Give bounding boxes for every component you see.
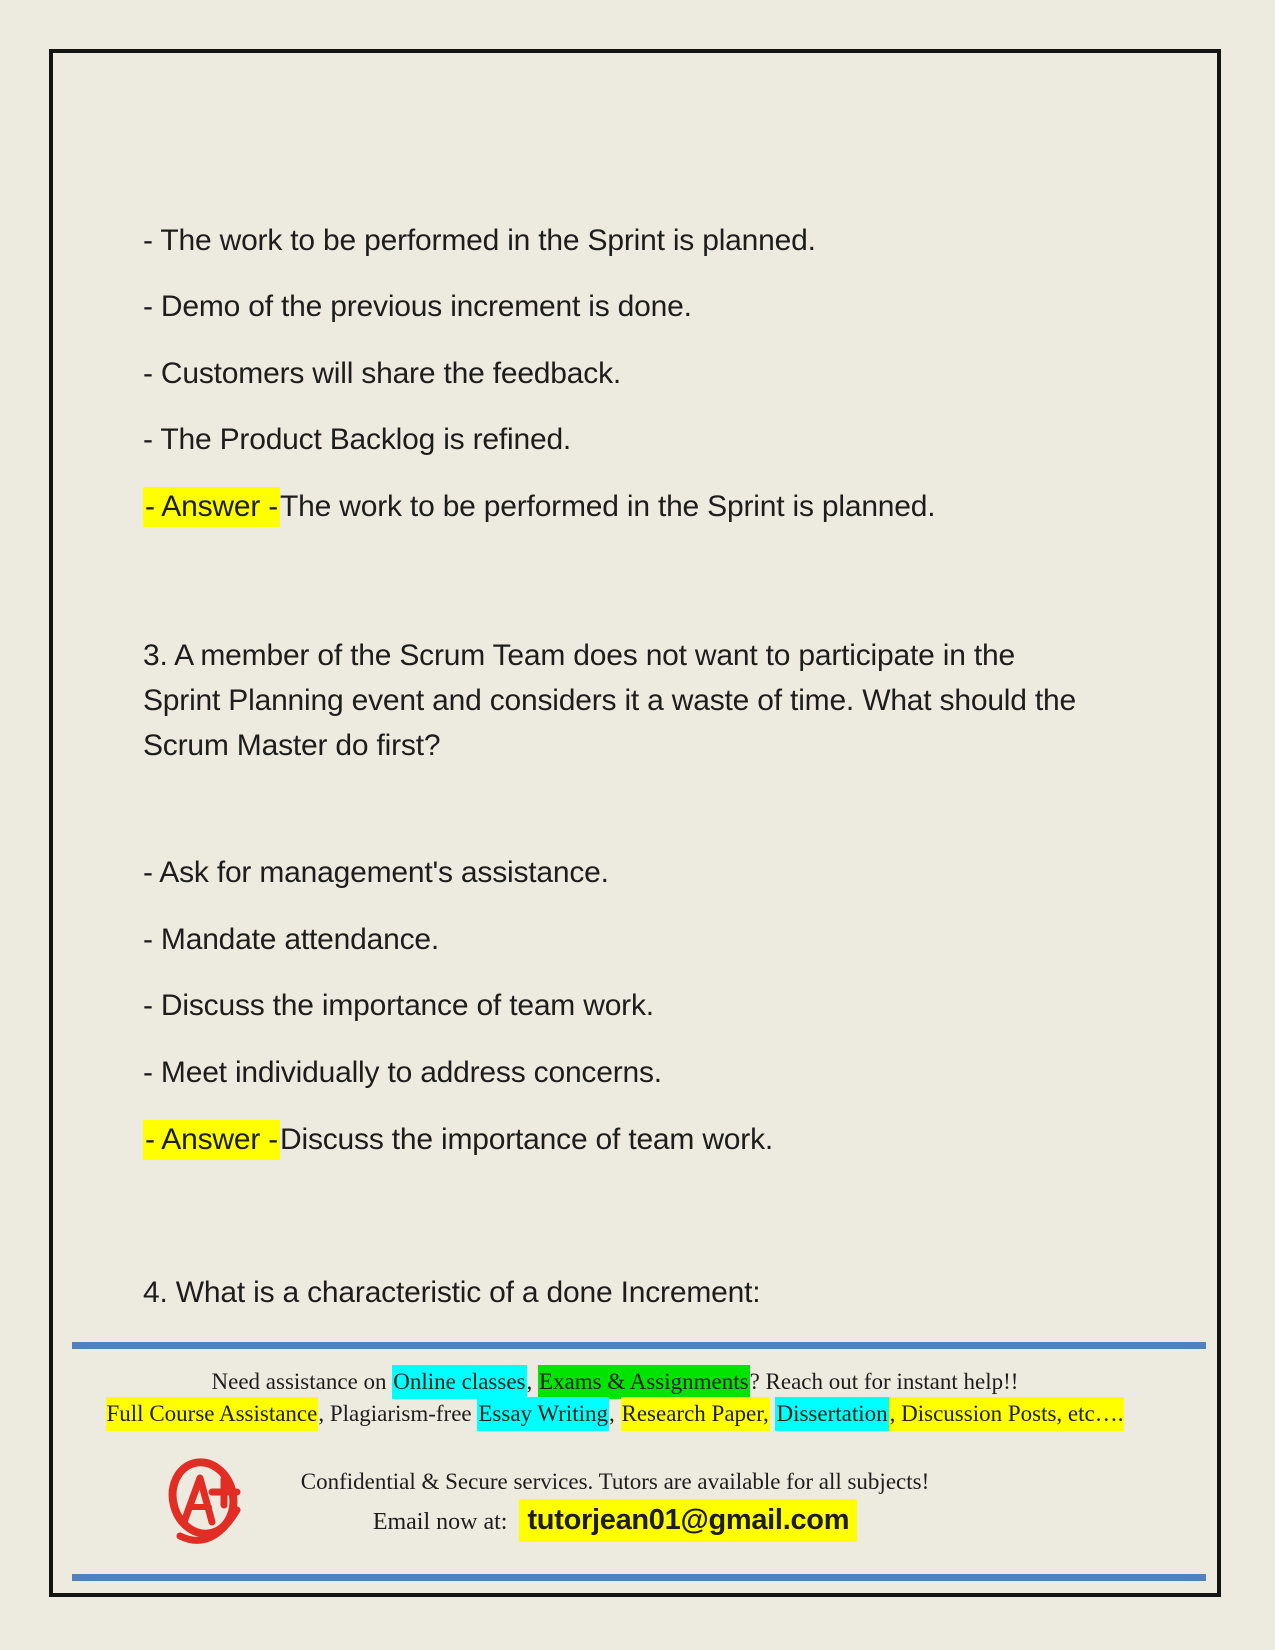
answer-line bbox=[143, 488, 935, 526]
divider-line-bottom bbox=[72, 1574, 1206, 1581]
option-line: - Customers will share the feedback. bbox=[143, 357, 622, 390]
option-line: - Discuss the importance of team work. bbox=[143, 989, 654, 1022]
question-3 bbox=[143, 633, 1103, 768]
question-4: 4. What is a characteristic of a done Increment: bbox=[143, 1276, 761, 1309]
footer-line-2 bbox=[60, 1398, 1170, 1430]
footer-text: , bbox=[609, 1401, 621, 1426]
footer-line-1 bbox=[60, 1366, 1170, 1398]
question-3-line: Sprint Planning event and considers it a waste of time. What should the bbox=[143, 684, 1076, 717]
answer-highlight: - Answer - bbox=[143, 487, 280, 527]
highlighted-text: Research Paper, bbox=[621, 1397, 770, 1431]
answer-line bbox=[143, 1121, 773, 1159]
option-line: - Mandate attendance. bbox=[143, 923, 440, 956]
highlighted-text: Full Course Assistance bbox=[106, 1397, 319, 1431]
question-3-line: 3. A member of the Scrum Team does not want to participate in the bbox=[143, 639, 1015, 672]
question-3-line: Scrum Master do first? bbox=[143, 729, 441, 762]
highlighted-text: Exams & Assignments bbox=[538, 1365, 750, 1399]
footer-text: ? Reach out for instant help!! bbox=[749, 1369, 1019, 1394]
footer-text: , bbox=[526, 1369, 538, 1394]
email-address: tutorjean01@gmail.com bbox=[519, 1499, 857, 1542]
answer-highlight: - Answer - bbox=[143, 1120, 280, 1160]
option-line: - The Product Backlog is refined. bbox=[143, 423, 572, 456]
footer-email-line bbox=[60, 1500, 1170, 1542]
highlighted-text: Online classes bbox=[392, 1365, 526, 1399]
option-line: - Demo of the previous increment is done. bbox=[143, 290, 692, 323]
footer-text: Need assistance on bbox=[211, 1369, 393, 1394]
answer-text: Discuss the importance of team work. bbox=[280, 1123, 774, 1156]
option-line: - The work to be performed in the Sprint is planned. bbox=[143, 224, 816, 257]
highlighted-text: Essay Writing bbox=[477, 1397, 609, 1431]
footer-text: , Plagiarism-free bbox=[318, 1401, 478, 1426]
email-label: Email now at: bbox=[372, 1509, 508, 1535]
divider-line-top bbox=[72, 1342, 1206, 1349]
footer-confidential-line: Confidential & Secure services. Tutors are available for all subjects! bbox=[300, 1469, 930, 1494]
answer-text: The work to be performed in the Sprint is planned. bbox=[280, 490, 936, 523]
option-line: - Ask for management's assistance. bbox=[143, 856, 609, 889]
highlighted-text: , Discussion Posts, etc…. bbox=[889, 1397, 1125, 1431]
option-line: - Meet individually to address concerns. bbox=[143, 1056, 662, 1089]
highlighted-text: Dissertation bbox=[775, 1397, 888, 1431]
